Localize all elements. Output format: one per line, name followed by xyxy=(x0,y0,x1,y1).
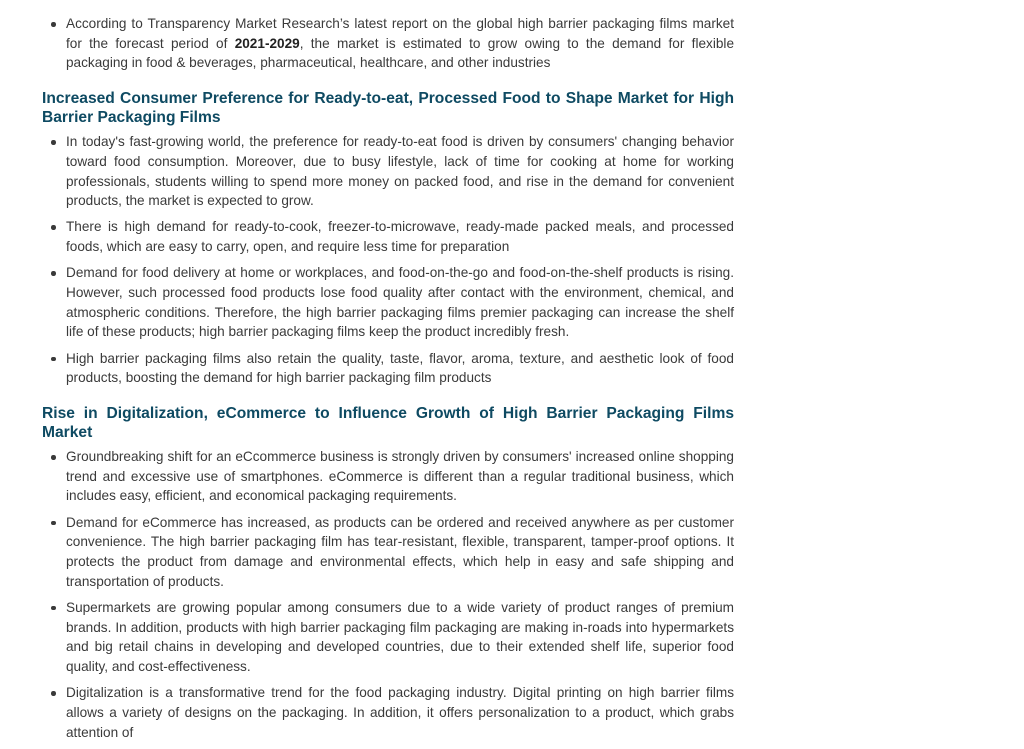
list-item: In today's fast-growing world, the preference for ready-to-eat food is driven by consumers' changing behavior toward food consumption. Moreover, due to busy lifestyle, lack of time for cooking at home for working professionals, students willing to spend more money on packed food, and rise in the demand for convenient products, the market is expected to grow. xyxy=(66,132,734,211)
list-item: There is high demand for ready-to-cook, freezer-to-microwave, ready-made packed meals, and processed foods, which are easy to carry, open, and require less time for preparation xyxy=(66,217,734,256)
article-body xyxy=(42,14,734,749)
year-separator: - xyxy=(264,35,270,51)
ready-to-eat-bullet-list xyxy=(42,132,734,388)
section-heading-ready-to-eat: Increased Consumer Preference for Ready-to-eat, Processed Food to Shape Market for High Barrier Packaging Films xyxy=(42,90,734,127)
digitalization-bullet-list xyxy=(42,447,734,742)
intro-bullet-list xyxy=(42,14,734,73)
bullet-text: , the market is estimated to grow owing to the demand for flexible packaging in food & beverages, pharmaceutical, healthcare, and other industries xyxy=(66,35,734,71)
list-item xyxy=(66,14,734,73)
year-start: 2021 xyxy=(234,35,265,51)
bullet-text: According to Transparency Market Research’s latest report on the global high barrier packaging films market for the forecast period of xyxy=(66,16,734,51)
year-end: 2029 xyxy=(269,35,300,51)
section-heading-digitalization: Rise in Digitalization, eCommerce to Influence Growth of High Barrier Packaging Films Market xyxy=(42,405,734,442)
list-item: Demand for eCommerce has increased, as products can be ordered and received anywhere as per customer convenience. The high barrier packaging film has tear-resistant, flexible, transparent, tamper-proof options. It protects the product from damage and environmental effects, which help in easy and safe shipping and transportation of products. xyxy=(66,513,734,592)
list-item: Supermarkets are growing popular among consumers due to a wide variety of product ranges of premium brands. In addition, products with high barrier packaging film packaging are making in-roads into hypermarkets and big retail chains in developing and developed countries, due to their extended shelf life, superior food quality, and cost-effectiveness. xyxy=(66,598,734,677)
list-item: Groundbreaking shift for an eCcommerce business is strongly driven by consumers' increased online shopping trend and excessive use of smartphones. eCommerce is different than a regular traditional business, which includes easy, efficient, and economical packaging requirements. xyxy=(66,447,734,506)
list-item: Digitalization is a transformative trend for the food packaging industry. Digital printing on high barrier films allows a variety of designs on the packaging. In addition, it offers personalization to a product, which grabs attention of xyxy=(66,683,734,742)
list-item: Demand for food delivery at home or workplaces, and food-on-the-go and food-on-the-shelf products is rising. However, such processed food products lose food quality after contact with the environment, chemical, and atmospheric conditions. Therefore, the high barrier packaging films premier packaging can increase the shelf life of these products; high barrier packaging films keep the product incredibly fresh. xyxy=(66,263,734,342)
list-item: High barrier packaging films also retain the quality, taste, flavor, aroma, texture, and aesthetic look of food products, boosting the demand for high barrier packaging film products xyxy=(66,349,734,388)
